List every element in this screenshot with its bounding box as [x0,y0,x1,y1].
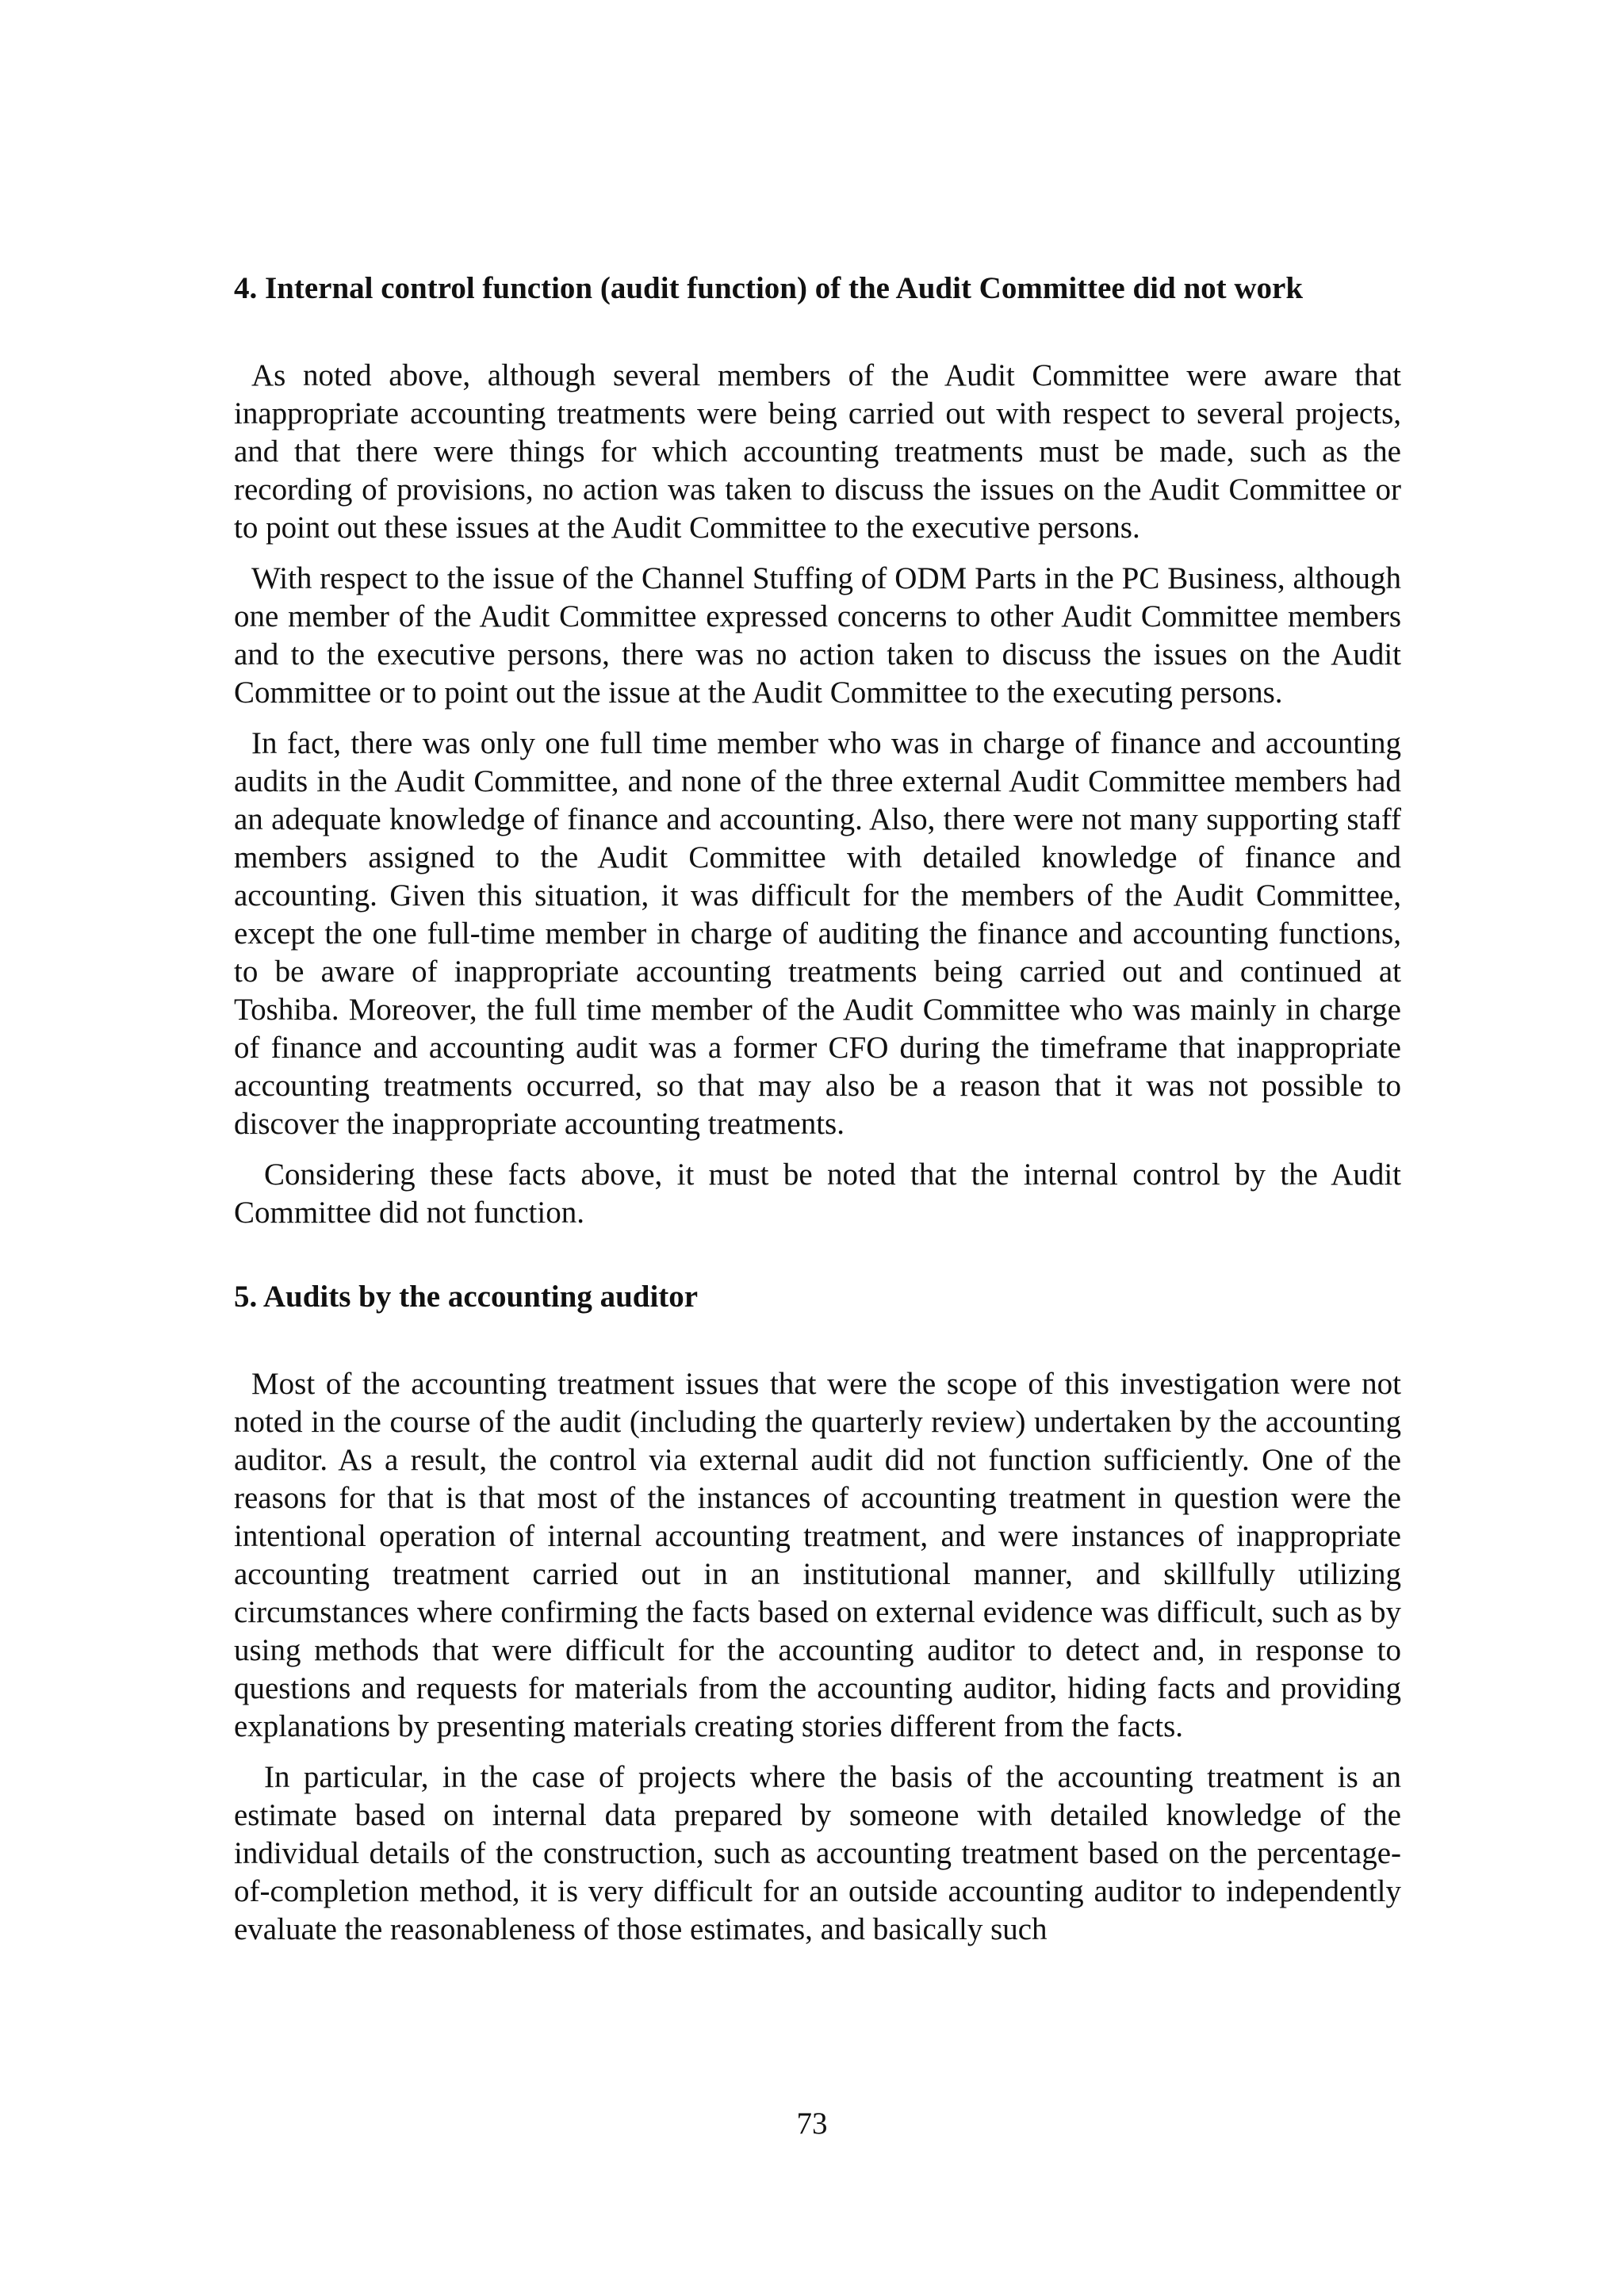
section-5-body [234,1365,1401,1949]
section-4-paragraph-4: Considering these facts above, it must be noted that the internal control by the Audit Committee did not function. [234,1158,1401,1230]
page-content [234,270,1401,1961]
section-5-heading: 5. Audits by the accounting auditor [234,1280,699,1314]
section-4-heading: 4. Internal control function (audit function) of the Audit Committee did not work [234,271,1304,305]
section-4-paragraph-1: As noted above, although several members of the Audit Committee were aware that inappropriate accounting treatments were being carried out with respect to several projects, and that there were things for which accounting treatments must be made, such as the recording of provisions, no action was taken to discuss the issues on the Audit Committee or to point out these issues at the Audit Committee to the executive persons. [234,358,1401,545]
section-4-paragraph-2: With respect to the issue of the Channel Stuffing of ODM Parts in the PC Business, although one member of the Audit Committee expressed concerns to other Audit Committee members and to the executive persons, there was no action taken to discuss the issues on the Audit Committee or to point out the issue at the Audit Committee to the executing persons. [234,561,1401,710]
section-4-paragraph-3: In fact, there was only one full time member who was in charge of finance and accounting audits in the Audit Committee, and none of the three external Audit Committee members had an adequate knowledge of finance and accounting. Also, there were not many supporting staff members assigned to the Audit Committee with detailed knowledge of finance and accounting. Given this situation, it was difficult for the members of the Audit Committee, except the one full-time member in charge of auditing the finance and accounting functions, to be aware of inappropriate accounting treatments being carried out and continued at Toshiba. Moreover, the full time member of the Audit Committee who was mainly in charge of finance and accounting audit was a former CFO during the timeframe that inappropriate accounting treatments occurred, so that may also be a reason that it was not possible to discover the inappropriate accounting treatments. [234,726,1401,1141]
section-5-paragraph-2: In particular, in the case of projects where the basis of the accounting treatment is an estimate based on internal data prepared by someone with detailed knowledge of the individual details of the construction, such as accounting treatment based on the percentage-of-completion method, it is very difficult for an outside accounting auditor to independently evaluate the reasonableness of those estimates, and basically such [234,1760,1401,1946]
section-4-body [234,357,1401,1232]
section-5-paragraph-1: Most of the accounting treatment issues that were the scope of this investigation were not noted in the course of the audit (including the quarterly review) undertaken by the accounting auditor. As a result, the control via external audit did not function sufficiently. One of the reasons for that is that most of the instances of accounting treatment in question were the intentional operation of internal accounting treatment, and were instances of inappropriate accounting treatment carried out in an institutional manner, and skillfully utilizing circumstances where confirming the facts based on external evidence was difficult, such as by using methods that were difficult for the accounting auditor to detect and, in response to questions and requests for materials from the accounting auditor, hiding facts and providing explanations by presenting materials creating stories different from the facts. [234,1367,1401,1743]
page-number: 73 [796,2107,828,2141]
